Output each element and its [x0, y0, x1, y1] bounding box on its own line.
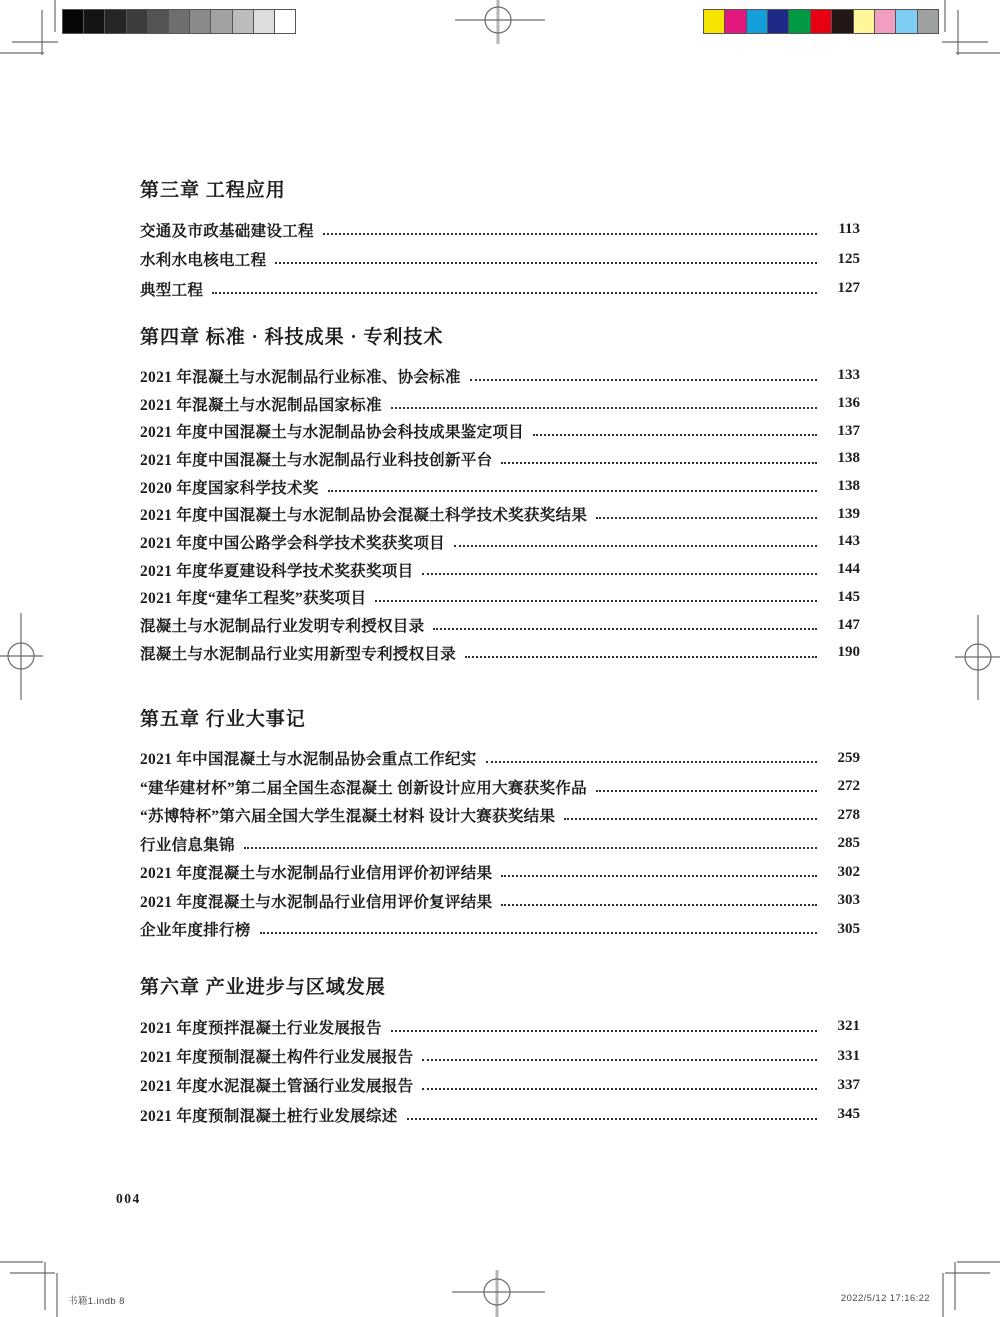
entry-page-number: 331 [837, 1047, 860, 1064]
dotted-leader [422, 572, 817, 575]
chapter-title: 第六章 产业进步与区域发展 [140, 977, 386, 998]
grayscale-swatch [275, 10, 295, 33]
entry-title: 2021 年度中国混凝土与水泥制品行业科技创新平台 [140, 451, 493, 469]
color-swatch [896, 10, 916, 33]
chapter-entries [140, 215, 860, 304]
toc-entry [140, 744, 860, 773]
dotted-leader [422, 1087, 817, 1090]
entry-page-number: 139 [837, 505, 860, 522]
toc-chapter [140, 327, 860, 667]
color-swatch [704, 10, 724, 33]
grayscale-bar [62, 9, 296, 34]
chapter-entries [140, 1012, 860, 1130]
dotted-leader [564, 817, 817, 820]
entry-title: 混凝土与水泥制品行业发明专利授权目录 [140, 618, 425, 636]
color-swatch [747, 10, 767, 33]
entry-title: 混凝土与水泥制品行业实用新型专利授权目录 [140, 645, 457, 663]
toc-entry [140, 1012, 860, 1041]
color-bar [703, 9, 939, 34]
dotted-leader [533, 433, 817, 436]
toc-entry [140, 1100, 860, 1129]
entry-page-number: 143 [837, 533, 860, 550]
toc-entry [140, 500, 860, 528]
toc-entry [140, 556, 860, 584]
toc-entry [140, 830, 860, 859]
toc-chapter [140, 977, 860, 1130]
toc-entry [140, 417, 860, 445]
color-swatch [918, 10, 938, 33]
toc-entry [140, 858, 860, 887]
toc-chapter [140, 709, 860, 944]
entry-title: 2021 年度混凝土与水泥制品行业信用评价复评结果 [140, 893, 493, 911]
toc-entry [140, 1071, 860, 1100]
entry-page-number: 145 [837, 588, 860, 605]
entry-title: 企业年度排行榜 [140, 922, 251, 940]
entry-page-number: 144 [837, 561, 860, 578]
entry-page-number: 345 [837, 1106, 860, 1123]
dotted-leader [486, 760, 817, 763]
color-swatch [768, 10, 788, 33]
entry-title: 2021 年度中国混凝土与水泥制品协会混凝土科学技术奖获奖结果 [140, 507, 588, 525]
entry-title: 2021 年度预制混凝土桩行业发展综述 [140, 1107, 398, 1125]
toc-entry [140, 362, 860, 390]
toc-entry [140, 887, 860, 916]
entry-page-number: 190 [837, 644, 860, 661]
entry-page-number: 138 [837, 478, 860, 495]
dotted-leader [422, 1058, 817, 1061]
dotted-leader [328, 489, 817, 492]
chapter-entries [140, 362, 860, 667]
dotted-leader [501, 461, 817, 464]
toc-entry [140, 528, 860, 556]
toc-entry [140, 1041, 860, 1070]
dotted-leader [244, 846, 817, 849]
grayscale-swatch [84, 10, 104, 33]
toc-chapter [140, 180, 860, 304]
entry-title: 行业信息集锦 [140, 836, 235, 854]
toc-entry [140, 584, 860, 612]
entry-title: 2021 年度中国混凝土与水泥制品协会科技成果鉴定项目 [140, 424, 524, 442]
entry-title: 2021 年混凝土与水泥制品国家标准 [140, 396, 382, 414]
entry-title: 2021 年度预制混凝土构件行业发展报告 [140, 1049, 414, 1067]
toc-entry [140, 473, 860, 501]
chapter-entries [140, 744, 860, 944]
dotted-leader [454, 544, 817, 547]
dotted-leader [391, 406, 817, 409]
toc-entry [140, 245, 860, 275]
grayscale-swatch [127, 10, 147, 33]
entry-title: 2021 年度“建华工程奖”获奖项目 [140, 590, 367, 608]
entry-title: “建华建材杯”第二届全国生态混凝土 创新设计应用大赛获奖作品 [140, 779, 587, 797]
dotted-leader [470, 378, 817, 381]
toc-entry [140, 773, 860, 802]
dotted-leader [375, 599, 817, 602]
color-swatch [832, 10, 852, 33]
grayscale-swatch [105, 10, 125, 33]
toc-entry [140, 611, 860, 639]
grayscale-swatch [233, 10, 253, 33]
entry-page-number: 272 [837, 778, 860, 795]
toc-entry [140, 915, 860, 944]
toc-entry [140, 445, 860, 473]
folio-page-number: 004 [116, 1191, 141, 1206]
entry-page-number: 125 [837, 250, 860, 267]
footer-timestamp: 2022/5/12 17:16:22 [840, 1293, 930, 1304]
entry-title: 2020 年度国家科学技术奖 [140, 479, 319, 497]
entry-page-number: 285 [837, 835, 860, 852]
entry-title: 水利水电核电工程 [140, 252, 267, 270]
entry-title: 2021 年度预拌混凝土行业发展报告 [140, 1019, 382, 1037]
dotted-leader [596, 516, 817, 519]
entry-page-number: 302 [837, 863, 860, 880]
grayscale-swatch [211, 10, 231, 33]
toc-entry [140, 274, 860, 304]
dotted-leader [212, 291, 817, 294]
dotted-leader [501, 874, 817, 877]
entry-title: 交通及市政基础建设工程 [140, 222, 314, 240]
entry-page-number: 259 [837, 749, 860, 766]
entry-page-number: 136 [837, 395, 860, 412]
entry-title: 2021 年度华夏建设科学技术奖获奖项目 [140, 562, 414, 580]
toc-entry [140, 390, 860, 418]
entry-page-number: 305 [837, 920, 860, 937]
dotted-leader [275, 261, 817, 264]
entry-page-number: 303 [837, 892, 860, 909]
toc-entry [140, 215, 860, 245]
toc-entry [140, 639, 860, 667]
grayscale-swatch [148, 10, 168, 33]
entry-title: 2021 年混凝土与水泥制品行业标准、协会标准 [140, 368, 461, 386]
dotted-leader [391, 1029, 817, 1032]
dotted-leader [433, 627, 817, 630]
entry-page-number: 138 [837, 450, 860, 467]
entry-title: 2021 年度混凝土与水泥制品行业信用评价初评结果 [140, 865, 493, 883]
dotted-leader [501, 903, 817, 906]
entry-title: 2021 年度中国公路学会科学技术奖获奖项目 [140, 534, 445, 552]
entry-page-number: 127 [837, 280, 860, 297]
color-swatch [789, 10, 809, 33]
chapter-title: 第四章 标准 · 科技成果 · 专利技术 [140, 327, 444, 348]
entry-title: 2021 年中国混凝土与水泥制品协会重点工作纪实 [140, 751, 477, 769]
dotted-leader [465, 655, 817, 658]
entry-page-number: 321 [837, 1018, 860, 1035]
entry-title: 2021 年度水泥混凝土管涵行业发展报告 [140, 1078, 414, 1096]
color-swatch [875, 10, 895, 33]
grayscale-swatch [254, 10, 274, 33]
chapter-title: 第三章 工程应用 [140, 180, 286, 201]
color-swatch [725, 10, 745, 33]
color-swatch [854, 10, 874, 33]
dotted-leader [407, 1117, 817, 1120]
dotted-leader [596, 789, 817, 792]
color-swatch [811, 10, 831, 33]
toc-entry [140, 801, 860, 830]
entry-page-number: 137 [837, 422, 860, 439]
footer-file-name: 书籍1.indb 8 [68, 1296, 125, 1307]
entry-page-number: 147 [837, 616, 860, 633]
grayscale-swatch [190, 10, 210, 33]
grayscale-swatch [169, 10, 189, 33]
entry-title: “苏博特杯”第六届全国大学生混凝土材料 设计大赛获奖结果 [140, 808, 556, 826]
chapter-title: 第五章 行业大事记 [140, 709, 306, 730]
grayscale-swatch [63, 10, 83, 33]
dotted-leader [323, 232, 817, 235]
entry-page-number: 337 [837, 1076, 860, 1093]
dotted-leader [260, 931, 817, 934]
entry-page-number: 113 [838, 221, 860, 238]
entry-page-number: 133 [837, 367, 860, 384]
entry-title: 典型工程 [140, 281, 204, 299]
entry-page-number: 278 [837, 806, 860, 823]
